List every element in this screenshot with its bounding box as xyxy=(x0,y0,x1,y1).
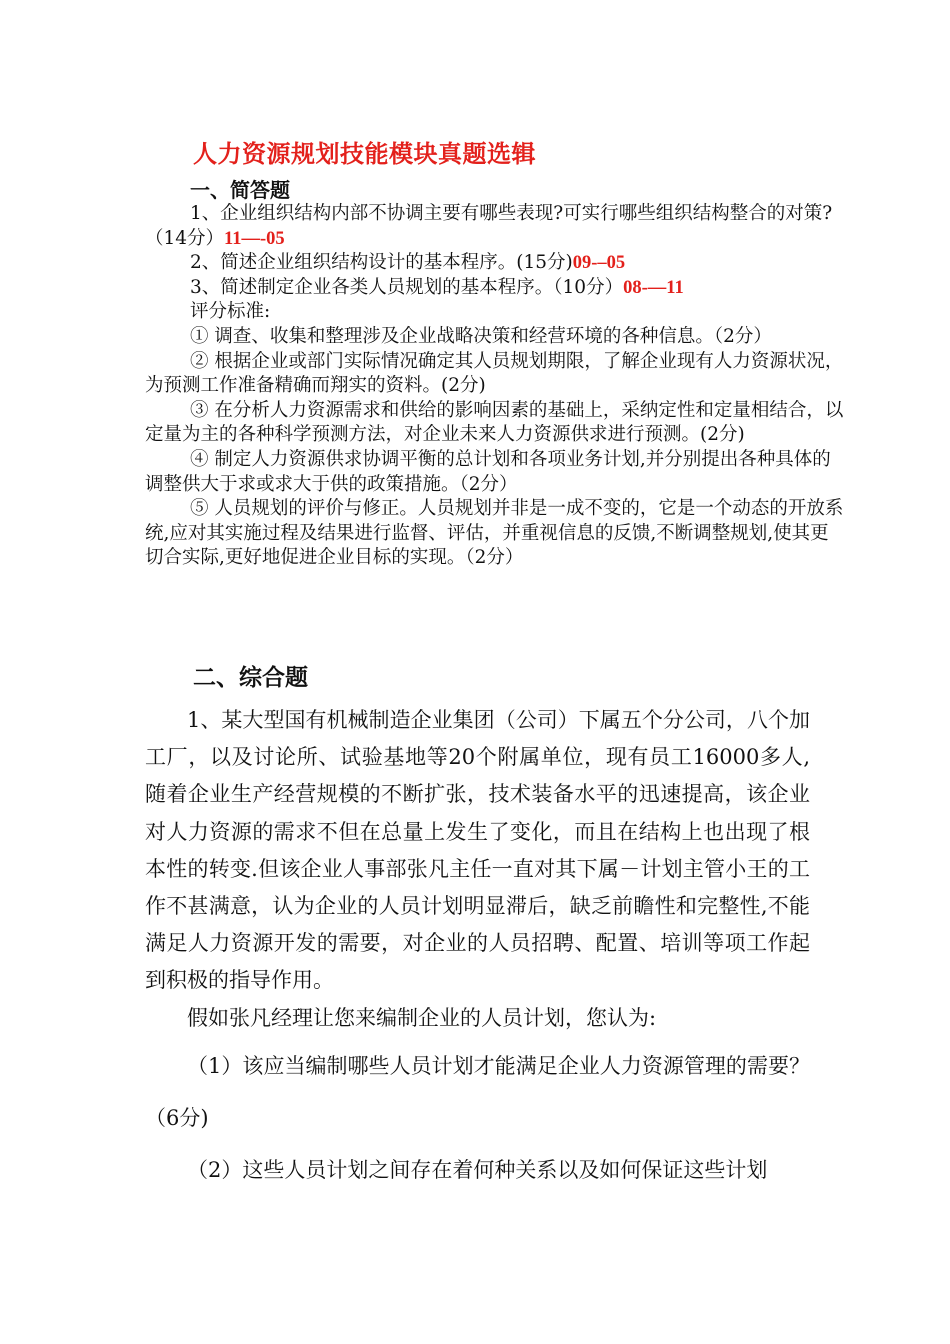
question-1-text: 1、企业组织结构内部不协调主要有哪些表现?可实行哪些组织结构整合的对策?（14分） xyxy=(145,203,833,249)
criteria-item: ④ 制定人力资源供求协调平衡的总计划和各项业务计划,并分别提出各种具体的调整供大于求或求大于供的政策措施。（2分） xyxy=(145,448,831,495)
document-title: 人力资源规划技能模块真题选辑 xyxy=(193,139,536,168)
question-3 xyxy=(145,276,845,301)
sub-question-2: （2）这些人员计划之间存在着何种关系以及如何保证这些计划 xyxy=(187,1157,768,1182)
criteria-item: ② 根据企业或部门实际情况确定其人员规划期限，了解企业现有人力资源状况，为预测工作准备精确而翔实的资料。(2分) xyxy=(145,350,844,397)
criteria-item: ① 调查、收集和整理涉及企业战略决策和经营环境的各种信息。（2分） xyxy=(190,325,772,347)
question-2-text: 2、简述企业组织结构设计的基本程序。(15分) xyxy=(190,252,573,274)
question-3-text: 3、简述制定企业各类人员规划的基本程序。（10分） xyxy=(190,276,624,298)
question-3-code: 08-—11 xyxy=(623,277,684,298)
criteria-item: ③ 在分析人力资源需求和供给的影响因素的基础上，采纳定性和定量相结合，以定量为主的各种科学预测方法，对企业未来人力资源供求进行预测。(2分) xyxy=(145,399,844,446)
section-heading-comprehensive: 二、综合题 xyxy=(193,664,308,691)
case-prompt: 假如张凡经理让您来编制企业的人员计划，您认为: xyxy=(187,1005,657,1030)
criteria-label: 评分标准: xyxy=(190,301,271,323)
sub-question-1: （1）该应当编制哪些人员计划才能满足企业人力资源管理的需要？（6分) xyxy=(145,1053,810,1130)
short-answer-block xyxy=(145,202,845,571)
question-1-code: 11—-05 xyxy=(224,228,285,249)
case-paragraph: 1、某大型国有机械制造企业集团（公司）下属五个分公司，八个加工厂，以及讨论所、试验基地等20个附属单位，现有员工16000多人,随着企业生产经营规模的不断扩张，技术装备水平的迅速提高，该企业对人力资源的需求不但在总量上发生了变化，而且在结构上也出现了根本性的转变.但该企业人事部张凡主任一直对其下属－计划主管小王的工作不甚满意，认为企业的人员计划明显滞后，缺乏前瞻性和完整性,不能满足人力资源开发的需要，对企业的人员招聘、配置、培训等项工作起到积极的指导作用。 xyxy=(145,708,810,993)
question-1 xyxy=(145,202,845,251)
question-2-code: 09-–05 xyxy=(572,253,626,274)
criteria-item: ⑤ 人员规划的评价与修正。人员规划并非是一成不变的，它是一个动态的开放系统,应对其实施过程及结果进行监督、评估，并重视信息的反馈,不断调整规划,使其更切合实际,更好地促进企业目标的实现。（2分） xyxy=(145,498,844,569)
comprehensive-block xyxy=(145,702,810,1196)
section-heading-short-answer: 一、简答题 xyxy=(190,178,290,202)
question-2 xyxy=(145,251,845,276)
